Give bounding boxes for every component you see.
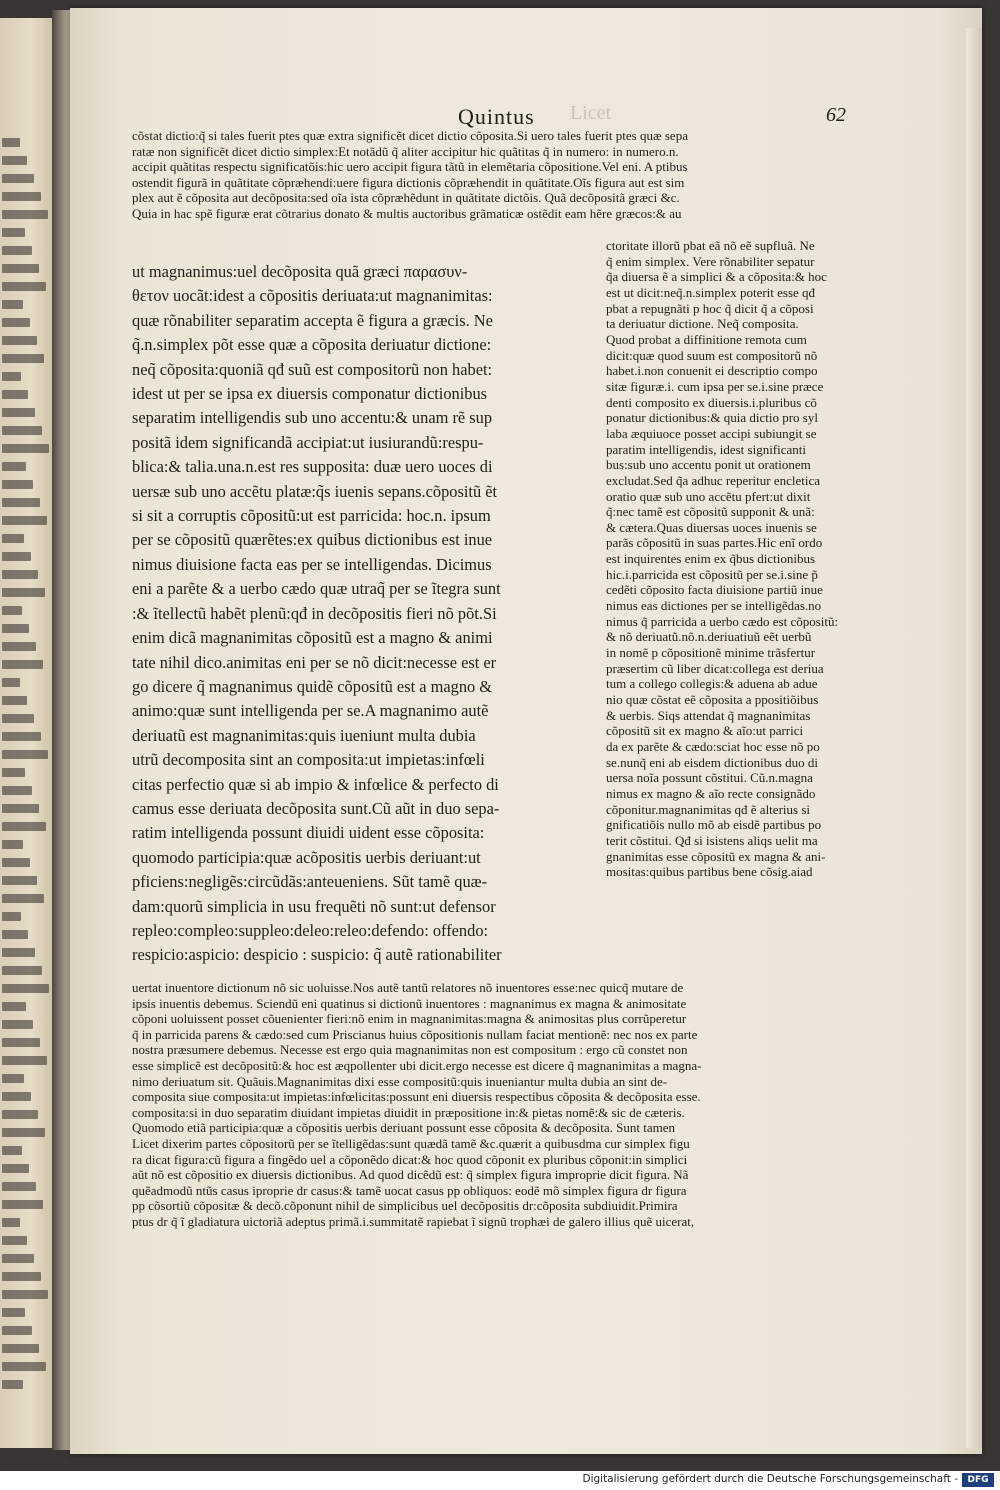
facing-page-text-fragment bbox=[2, 1200, 43, 1209]
text-line: ra dicat figura:cũ figura a fingẽdo uel a cõponẽdo dicat:& hoc quod cõponit ex pluribus cõponit:in simplici bbox=[132, 1151, 688, 1167]
text-line: repleo:compleo:suppleo:deleo:releo:defendo: offendo: bbox=[132, 920, 489, 940]
text-line: dicit:quæ quod suum est compositorũ nõ bbox=[606, 347, 818, 363]
facing-page-text-fragment bbox=[2, 1254, 34, 1263]
facing-page-text-fragment bbox=[2, 1092, 31, 1101]
text-line: θετον uocãt:idest a cõpositis deriuata:ut magnanimitas: bbox=[132, 286, 493, 306]
text-line: ostendit figurã in quãtitate cõpræhendi:uere figura dictionis cõpræhendit in quãtitate.Oĩs figura aut est sim bbox=[132, 174, 685, 190]
text-line: laba æquiuoce posset accipi subiungit se bbox=[606, 425, 817, 441]
text-line: eni a parẽte & a uerbo cædo quæ utraq̃ per se ĩtegra sunt bbox=[132, 579, 501, 599]
facing-page-text-fragment bbox=[2, 804, 39, 813]
text-line: neq̃ cõposita:quoniã qđ suũ est compositorũ non habet: bbox=[132, 359, 493, 379]
text-line: gnanimitas esse cõpositũ ex magna & ani- bbox=[606, 848, 826, 864]
text-line: uersæ sub uno accẽtu platæ:q̃s iuenis sepans.cõpositũ ẽt bbox=[132, 481, 498, 501]
facing-page-text-fragment bbox=[2, 948, 35, 957]
text-line: ratæ non significẽt dicet dictio simplex:Et notãdũ q̃ aliter accipitur hic quãtitas q̃ in numero: in numero.n. bbox=[132, 143, 679, 159]
facing-page-text-fragment bbox=[2, 318, 30, 327]
text-line: enim dicã magnanimitas cõpositũ est a magno & animi bbox=[132, 628, 493, 648]
folio-number: 62 bbox=[826, 104, 846, 126]
dfg-logo: DFG bbox=[962, 1473, 994, 1487]
text-line: q̃.n.simplex põt esse quæ a cõposita deriuatur dictione: bbox=[132, 335, 492, 355]
text-line: nimus ex magno & aĩo recte consignãdo bbox=[606, 785, 816, 801]
facing-page-text-fragment bbox=[2, 768, 25, 777]
text-line: mositas:quibus partibus bene cõsig.aiad bbox=[606, 864, 813, 880]
text-line: cõponi uoluissent posset cõuenienter fieri:nõ enim in magnanimitas:magna & animositas plus corrũperetur bbox=[132, 1011, 687, 1027]
text-line: nio quæ cõstat eẽ cõposita a ppositiõibus bbox=[606, 692, 819, 708]
text-line: dam:quorũ simplicia in usu frequẽti nõ sunt:ut defensor bbox=[132, 896, 496, 916]
facing-page-text-fragment bbox=[2, 1164, 29, 1173]
facing-page-text-fragment bbox=[2, 246, 32, 255]
text-line: camus esse deriuata decõposita sunt.Cũ aũt in duo sepa- bbox=[132, 798, 500, 818]
page-header bbox=[458, 104, 908, 130]
text-line: cõpositũ sit ex magno & aĩo:ut parrici bbox=[606, 723, 804, 739]
text-line: nimus q̃ parricida a uerbo cædo est cõpositũ: bbox=[606, 613, 839, 629]
facing-page-text-fragment bbox=[2, 1020, 33, 1029]
text-line: quæ rõnabiliter separatim accepta ẽ figura a græcis. Ne bbox=[132, 310, 493, 330]
page-fore-edge bbox=[966, 28, 982, 1448]
text-line: aũt nõ est cõpositio ex diuersis dictionibus. Ad quod dicẽdũ est: q̃ simplex figura improprie dicit figura. Nã bbox=[132, 1167, 689, 1183]
facing-page-text-fragment bbox=[2, 534, 24, 543]
text-line: idest ut per se ipsa ex diuersis componatur dictionibus bbox=[132, 384, 488, 404]
text-line: citas perfectio quæ si ab impio & infœlice & perfecto di bbox=[132, 774, 499, 794]
facing-page-text-fragment bbox=[2, 660, 43, 669]
text-line: utrũ decomposita sint an composita:ut impietas:infœli bbox=[132, 750, 485, 770]
text-line: quomodo participia:quæ acõpositis uerbis deriuant:ut bbox=[132, 847, 481, 867]
text-line: q̃ in parricida parens & cædo:sed cum Priscianus huius cõpositionis nullam faciat mentionẽ: nec nos ex parte bbox=[132, 1026, 698, 1042]
facing-page-text-fragment bbox=[2, 156, 27, 165]
facing-page-text-fragment bbox=[2, 1110, 38, 1119]
facing-page-text-fragment bbox=[2, 588, 45, 597]
facing-page-text-fragment bbox=[2, 426, 42, 435]
text-line: Quomodo etiã participia:quæ a cõpositis uerbis deriuant possunt esse cõposita & decõposita. Sunt tamen bbox=[132, 1120, 676, 1136]
commentary-bottom bbox=[132, 980, 894, 1230]
show-through-text: Licet bbox=[570, 102, 612, 124]
text-line: ponatur dictionibus:& quia dictio pro syl bbox=[606, 410, 818, 426]
facing-page-text-fragment bbox=[2, 210, 48, 219]
facing-page-text-fragment bbox=[2, 678, 20, 687]
text-line: cõstat dictio:q̃ si tales fuerit ptes quæ extra significẽt dicet dictio cõposita.Si uero tales fuerit ptes quæ sepa bbox=[132, 128, 688, 143]
facing-page-text-fragment bbox=[2, 390, 28, 399]
facing-page-text-fragment bbox=[2, 192, 41, 201]
facing-page-text-fragment bbox=[2, 1002, 26, 1011]
text-line: esse simplicẽ est decõpositũ:& hoc est æqpollenter ubi dicit.ergo necesse est dicere q̃ magnanimitas a magna- bbox=[132, 1057, 702, 1073]
facing-page-text-fragment bbox=[2, 732, 41, 741]
text-line: pp cõsortiũ cõpositæ & decõ.cõponunt nihil de simplicibus uel decõpositis dr:cõposita subdiuidit.Primira bbox=[132, 1198, 678, 1214]
facing-page-text-fragment bbox=[2, 1236, 27, 1245]
facing-page-edge bbox=[0, 18, 55, 1448]
text-line: bus:sub uno accentu ponit ut orationem bbox=[606, 457, 811, 473]
text-line: Licet dixerim partes cõpositorũ per se ĩtelligẽdas:sunt quædã tamẽ &c.quærit a quibusdma cur simplex figu bbox=[132, 1135, 690, 1151]
facing-page-text-fragment bbox=[2, 1272, 41, 1281]
facing-page-text-fragment bbox=[2, 894, 44, 903]
facing-page-text-fragment bbox=[2, 282, 46, 291]
facing-page-text-fragment bbox=[2, 552, 31, 561]
text-line: quẽadmodũ ntũs casus iproprie dr casus:& tamẽ uocat casus pp obliquos: eodẽ mõ simplex figura dr figura bbox=[132, 1182, 687, 1198]
text-line: q̃a diuersa ẽ a simplici & a cõposita:& hoc bbox=[606, 269, 827, 285]
text-line: accipit quãtitas respectu significatõis:hic uero accipit figura tãtũ in elemẽtaria cõpositione.Vel eni. A ptibus bbox=[132, 159, 688, 175]
facing-page-text-fragment bbox=[2, 912, 21, 921]
facing-page-text-fragment bbox=[2, 570, 38, 579]
credit-text: Digitalisierung gefördert durch die Deutsche Forschungsgemeinschaft - bbox=[582, 1473, 958, 1485]
facing-page-text-fragment bbox=[2, 1380, 23, 1389]
text-line: q̃:nec tamẽ est cõpositũ supponit & unã: bbox=[606, 504, 815, 520]
text-line: Quia in hac spẽ figuræ erat cõtrarius donato & multis auctoribus grãmaticæ ostẽdit eam hẽre græcos:& au bbox=[132, 205, 682, 221]
text-line: denti composito ex diuersis.i.pluribus cõ bbox=[606, 394, 817, 410]
text-line: & cætera.Quas diuersas uoces inuenis se bbox=[606, 519, 817, 535]
text-line: tum a collego collegis:& aduena ab adue bbox=[606, 676, 818, 692]
book-page bbox=[70, 8, 982, 1454]
text-line: ipsis inuentis debemus. Sciendũ eni quatinus si dictionũ inuentores : magnanimus ex magna & animositate bbox=[132, 995, 687, 1011]
text-line: cedẽti cõposito facta diuisione partiũ inue bbox=[606, 582, 823, 598]
facing-page-text-fragment bbox=[2, 1038, 40, 1047]
text-line: :& ĩtellectũ habẽt plenũ:qđ in decõpositis fieri nõ põt.Si bbox=[132, 603, 497, 623]
facing-page-text-fragment bbox=[2, 516, 47, 525]
facing-page-text-fragment bbox=[2, 300, 23, 309]
text-line: respicio:aspicio: despicio : suspicio: q̃ autẽ rationabiliter bbox=[132, 945, 502, 965]
facing-page-text-fragment bbox=[2, 1146, 22, 1155]
text-line: & uerbis. Siqs attendat q̃ magnanimitas bbox=[606, 707, 811, 723]
text-line: pbat a repugnãti p hoc q̃ dicit q̃ a cõposi bbox=[606, 300, 814, 316]
text-line: ta deriuatur dictione. Neq̃ composita. bbox=[606, 316, 799, 332]
text-line: cõponitur.magnanimitas qđ ẽ alterius si bbox=[606, 801, 810, 817]
facing-page-text-fragment bbox=[2, 372, 21, 381]
facing-page-text-fragment bbox=[2, 408, 35, 417]
text-line: separatim intelligendis sub uno accentu:& unam rẽ sup bbox=[132, 408, 493, 428]
facing-page-text-fragment bbox=[2, 1308, 25, 1317]
facing-page-text-fragment bbox=[2, 1362, 46, 1371]
text-line: nostra præsumere debemus. Necesse est ergo quia magnanimitas non est compositum : ergo cũ constet non bbox=[132, 1042, 688, 1058]
facing-page-text-fragment bbox=[2, 1326, 32, 1335]
digitization-credit-bar bbox=[0, 1471, 1000, 1490]
text-line: uersa noĩa possunt cõstitui. Cũ.n.magna bbox=[606, 770, 813, 786]
text-line: nimus eas dictiones per se intelligẽdas.no bbox=[606, 598, 822, 614]
facing-page-text-fragment bbox=[2, 786, 32, 795]
text-line: Quod probat a diffinitione remota cum bbox=[606, 331, 807, 347]
side-commentary-column bbox=[606, 238, 898, 880]
facing-page-text-fragment bbox=[2, 228, 25, 237]
facing-page-text-fragment bbox=[2, 1128, 45, 1137]
facing-page-text-fragment bbox=[2, 1056, 47, 1065]
text-line: tate nihil dico.animitas eni per se nõ dicit:necesse est er bbox=[132, 652, 497, 672]
text-line: se.nunq̃ eni ab eisdem dictionibus duo di bbox=[606, 754, 818, 770]
text-line: in nomẽ p cõpositionẽ minime trãsfertur bbox=[606, 645, 816, 661]
text-line: ptus dr q̃ ĩ gladiatura uictoriã adeptus primã.i.summitatẽ rapiebat ĩ signũ trophæi de galero illius quẽ uicerat, bbox=[132, 1213, 695, 1229]
facing-page-text-fragment bbox=[2, 264, 39, 273]
text-line: oratio quæ sub uno accẽtu pfert:ut dixit bbox=[606, 488, 811, 504]
text-line: pficiens:negligẽs:circũdãs:anteueniens. Sũt tamẽ quæ- bbox=[132, 872, 488, 892]
text-line: positã idem significandã accipiat:ut iusiurandũ:respu- bbox=[132, 432, 484, 452]
facing-page-text-fragment bbox=[2, 876, 37, 885]
facing-page-text-fragment bbox=[2, 714, 34, 723]
text-line: est ut dicit:neq̃.n.simplex poterit esse qđ bbox=[606, 284, 816, 300]
text-line: est inquirentes enim ex q̃bus dictionibus bbox=[606, 551, 816, 567]
text-line: paratim intelligendis, idest significanti bbox=[606, 441, 807, 457]
text-line: parãs cõpositũ in suas partes.Hic enĩ ordo bbox=[606, 535, 823, 551]
facing-page-text-fragment bbox=[2, 336, 37, 345]
facing-page-text-fragment bbox=[2, 1182, 36, 1191]
text-line: ratim intelligenda possunt diuidi uident esse cõposita: bbox=[132, 823, 485, 843]
text-line: terit cõstitui. Qđ si isistens aliqs uelit ma bbox=[606, 832, 818, 848]
text-line: habet.i.non conuenit ei descriptio compo bbox=[606, 363, 818, 379]
facing-page-text-fragment bbox=[2, 138, 20, 147]
text-line: uertat inuentore dictionum nõ sic uoluisse.Nos autẽ tantũ relatores nõ inuentores esse:nec quicq̃ mutare de bbox=[132, 980, 684, 995]
text-line: go dicere q̃ magnanimus quidẽ cõpositũ est a magno & bbox=[132, 676, 493, 696]
running-head: Quintus bbox=[458, 104, 535, 129]
text-line: & nõ deriuatũ.nõ.n.deriuatiuũ eẽt uerbũ bbox=[606, 629, 812, 645]
facing-page-text-fragment bbox=[2, 966, 42, 975]
facing-page-text-fragment bbox=[2, 606, 22, 615]
text-line: hic.i.parricida est cõpositũ per se.i.sine p̃ bbox=[606, 566, 818, 582]
text-line: blica:& talia.una.n.est res supposita: duæ uero uoces di bbox=[132, 457, 493, 477]
facing-page-text-fragment bbox=[2, 858, 30, 867]
text-line: nimo deriuatum sit. Quãuis.Magnanimitas dixi esse compositũ:quis inueniantur multa dubia an sint de- bbox=[132, 1073, 668, 1089]
text-line: ctoritate illorũ pbat eã nõ eẽ supfluã. Ne bbox=[606, 238, 815, 253]
facing-page-text-fragment bbox=[2, 480, 33, 489]
facing-page-text-fragment bbox=[2, 822, 46, 831]
text-line: composita siue composita:ut impietas:infœlicitas:possunt eni diuersis respectibus cõposita & decõposita esse. bbox=[132, 1089, 701, 1105]
facing-page-text-fragment bbox=[2, 1218, 20, 1227]
facing-page-text-fragment bbox=[2, 174, 34, 183]
facing-page-text-fragment bbox=[2, 984, 49, 993]
main-text-column bbox=[132, 260, 592, 968]
commentary-top bbox=[132, 128, 894, 222]
text-line: deriuatũ est magnanimitas:quis iueniunt multa dubia bbox=[132, 725, 476, 745]
facing-page-text-fragment bbox=[2, 624, 29, 633]
text-line: ut magnanimus:uel decõposita quã græci παρασυν- bbox=[132, 262, 468, 281]
text-line: nimus diuisione facta eas per se intelligendas. Dicimus bbox=[132, 554, 492, 574]
facing-page-text-fragment bbox=[2, 930, 28, 939]
text-line: præsertim cũ liber dicat:collega est deriua bbox=[606, 660, 824, 676]
facing-page-text-fragment bbox=[2, 1074, 24, 1083]
text-line: per se cõpositũ quærẽtes:ex quibus dictionibus est inue bbox=[132, 530, 493, 550]
text-line: gnificatiõis nullo mõ ab eisdẽ partibus po bbox=[606, 817, 822, 833]
text-line: excludat.Sed q̃a adhuc reperitur encletica bbox=[606, 472, 821, 488]
text-line: da ex parẽte & cædo:sciat hoc esse nõ po bbox=[606, 739, 820, 754]
facing-page-text-fragment bbox=[2, 1290, 48, 1299]
text-line: q̃ enim simplex. Vere rõnabiliter sepatur bbox=[606, 253, 815, 269]
facing-page-text-fragment bbox=[2, 750, 48, 759]
facing-page-text-fragment bbox=[2, 840, 23, 849]
text-line: animo:quæ sunt intelligenda per se.A magnanimo autẽ bbox=[132, 701, 489, 721]
facing-page-text-fragment bbox=[2, 462, 26, 471]
text-line: sitæ figuræ.i. cum ipsa per se.i.sine præce bbox=[606, 378, 824, 394]
facing-page-text-fragment bbox=[2, 1344, 39, 1353]
text-line: plex aut ẽ cõposita aut decõposita:sed oĩa ista cõpræhẽdunt in quãtitate dictõis. Quã decõpositã græci &c. bbox=[132, 190, 680, 206]
text-line: si sit a corruptis cõpositũ:ut est parricida: hoc.n. ipsum bbox=[132, 506, 491, 526]
facing-page-text-fragment bbox=[2, 498, 40, 507]
text-line: composita:si in duo separatim diuidant impietas diuidit in præpositione in:& pietas nomẽ:& sic de cæteris. bbox=[132, 1104, 685, 1120]
facing-page-text-fragment bbox=[2, 354, 44, 363]
facing-page-text-fragment bbox=[2, 444, 49, 453]
facing-page-text-fragment bbox=[2, 642, 36, 651]
facing-page-text-fragment bbox=[2, 696, 27, 705]
